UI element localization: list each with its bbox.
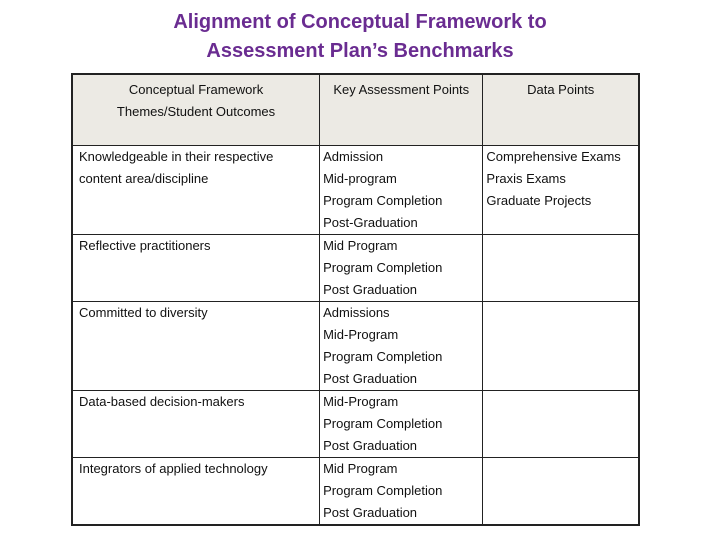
data-points-cell <box>483 302 639 391</box>
table-row <box>72 146 639 235</box>
points-cell: Admission Mid-program Program Completion Post-Graduation <box>320 146 483 235</box>
theme-cell: Committed to diversity <box>72 302 320 391</box>
table-row <box>72 302 639 391</box>
theme-cell: Reflective practitioners <box>72 235 320 302</box>
table-row <box>72 235 639 302</box>
points-cell: Admissions Mid-Program Program Completion Post Graduation <box>320 302 483 391</box>
theme-cell: Integrators of applied technology <box>72 458 320 526</box>
theme-cell: Knowledgeable in their respective content area/discipline <box>72 146 320 235</box>
data-points-cell <box>483 391 639 458</box>
data-points-cell: Comprehensive Exams Praxis Exams Graduate Projects <box>483 146 639 235</box>
theme-cell: Data-based decision-makers <box>72 391 320 458</box>
points-cell: Mid Program Program Completion Post Graduation <box>320 235 483 302</box>
points-cell: Mid-Program Program Completion Post Graduation <box>320 391 483 458</box>
header-themes: Conceptual Framework Themes/Student Outcomes <box>72 74 320 146</box>
table-row <box>72 391 639 458</box>
page-title <box>0 8 720 66</box>
table-row <box>72 458 639 526</box>
points-cell: Mid Program Program Completion Post Graduation <box>320 458 483 526</box>
table-header-row <box>72 74 639 146</box>
header-key-assessment-points: Key Assessment Points <box>320 74 483 146</box>
header-data-points: Data Points <box>483 74 639 146</box>
title-line-2: Assessment Plan’s Benchmarks <box>206 40 514 62</box>
data-points-cell <box>483 235 639 302</box>
title-line-1: Alignment of Conceptual Framework to <box>173 11 547 33</box>
data-points-cell <box>483 458 639 526</box>
alignment-table <box>71 73 640 526</box>
